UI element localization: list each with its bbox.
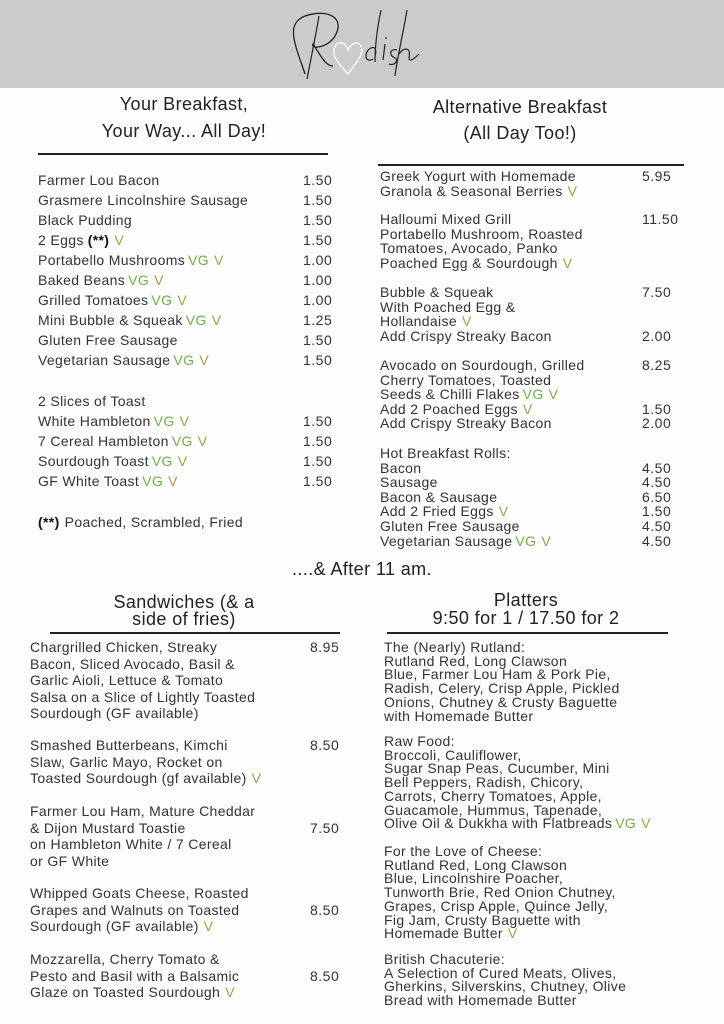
alternative-item-line bbox=[380, 254, 572, 272]
sandwiches-item-line bbox=[30, 950, 220, 968]
breakfast-item-text: Portabello Mushrooms bbox=[38, 252, 186, 268]
platters-divider bbox=[387, 632, 668, 634]
sandwiches-item-text: Sourdough (GF available) bbox=[30, 918, 199, 934]
alternative-item-text: Add 2 Fried Eggs bbox=[380, 503, 494, 520]
alternative-item-price: 5.95 bbox=[642, 168, 672, 184]
vegetarian-tag: V bbox=[507, 925, 518, 942]
breakfast-item-price: 1.00 bbox=[303, 252, 333, 268]
vegetarian-tag: V bbox=[462, 313, 472, 330]
vegetarian-tag: V bbox=[498, 503, 509, 520]
sandwiches-item-text: Sourdough (GF available) bbox=[30, 705, 199, 721]
platters-item-text: Sugar Snap Peas, Cucumber, Mini bbox=[384, 760, 610, 777]
vegetarian-tag: V bbox=[154, 272, 164, 288]
vegan-tag: VG bbox=[615, 815, 637, 832]
alternative-item-text: Tomatoes, Avocado, Panko bbox=[380, 240, 558, 257]
vegan-tag: VG bbox=[128, 272, 150, 288]
sandwiches-item-text: Whipped Goats Cheese, Roasted bbox=[30, 885, 249, 901]
sandwiches-item-line bbox=[30, 917, 213, 935]
breakfast-item-line bbox=[38, 231, 124, 249]
breakfast-item-line bbox=[38, 331, 178, 349]
sandwiches-item-line bbox=[30, 802, 255, 820]
vegetarian-tag: V bbox=[251, 770, 262, 786]
platters-item-text: Tunworth Brie, Red Onion Chutney, bbox=[384, 884, 616, 901]
sandwiches-item-price: 7.50 bbox=[310, 819, 340, 836]
breakfast-item-text: Gluten Free Sausage bbox=[38, 332, 178, 348]
alternative-item-text: Cherry Tomatoes, Toasted bbox=[380, 371, 552, 388]
vegan-tag: VG bbox=[522, 386, 544, 403]
platters-item-text: Radish, Celery, Crisp Apple, Pickled bbox=[384, 680, 620, 697]
sandwiches-item-text: Bacon, Sliced Avocado, Basil & bbox=[30, 655, 235, 672]
alternative-divider bbox=[378, 164, 684, 166]
breakfast-item-price: 1.25 bbox=[303, 312, 333, 328]
footnote-marker: (**) bbox=[38, 514, 60, 530]
alternative-item-text: Hollandaise bbox=[380, 313, 458, 330]
vegetarian-tag: V bbox=[562, 254, 573, 271]
breakfast-item-text: 2 Eggs bbox=[38, 232, 84, 248]
breakfast-item-text: 2 Slices of Toast bbox=[38, 393, 146, 409]
alternative-item-text: Bubble & Squeak bbox=[380, 284, 494, 300]
platters-item-text: Gherkins, Silverskins, Chutney, Olive bbox=[384, 978, 627, 995]
vegetarian-tag: V bbox=[199, 352, 210, 368]
vegan-tag: VG bbox=[153, 413, 175, 429]
alternative-item-text: Poached Egg & Sourdough bbox=[380, 254, 558, 271]
sandwiches-item-text: Pesto and Basil with a Balsamic bbox=[30, 967, 240, 984]
breakfast-item-line bbox=[38, 211, 132, 229]
breakfast-item-text: Grilled Tomatoes bbox=[38, 292, 149, 308]
sandwiches-item-line bbox=[30, 671, 223, 689]
sandwiches-item-price: 8.50 bbox=[310, 901, 340, 918]
platters-item-line bbox=[384, 924, 518, 942]
sandwiches-item-line bbox=[30, 835, 232, 853]
sandwiches-item-text: Glaze on Toasted Sourdough bbox=[30, 984, 221, 1000]
footnote-text: Poached, Scrambled, Fried bbox=[64, 514, 244, 530]
alternative-item-price: 4.50 bbox=[642, 518, 672, 534]
alternative-item-price: 6.50 bbox=[642, 488, 672, 505]
sandwiches-item-text: Toasted Sourdough (gf available) bbox=[30, 770, 247, 786]
radish-logo bbox=[285, 4, 465, 84]
breakfast-item-price: 1.50 bbox=[303, 232, 333, 248]
alternative-item-line bbox=[380, 327, 552, 345]
header-banner bbox=[0, 0, 724, 88]
sandwiches-item-text: & Dijon Mustard Toastie bbox=[30, 819, 186, 836]
vegan-tag: VG bbox=[185, 312, 207, 328]
alternative-item-text: Greek Yogurt with Homemade bbox=[380, 168, 576, 184]
breakfast-item-text: Farmer Lou Bacon bbox=[38, 172, 160, 188]
alternative-item-text: Portabello Mushroom, Roasted bbox=[380, 225, 583, 242]
sandwiches-item-line bbox=[30, 753, 223, 771]
platters-item-text: with Homemade Butter bbox=[384, 707, 534, 724]
alternative-item-text: Vegetarian Sausage bbox=[380, 532, 513, 549]
breakfast-item-line bbox=[38, 472, 178, 490]
vegetarian-tag: V bbox=[179, 413, 190, 429]
alternative-item-text: Add 2 Poached Eggs bbox=[380, 400, 518, 417]
platters-item-text: Raw Food: bbox=[384, 733, 455, 749]
alternative-title: Alternative Breakfast bbox=[432, 97, 608, 117]
alternative-item-text: Add Crispy Streaky Bacon bbox=[380, 327, 552, 344]
breakfast-item-line bbox=[38, 412, 189, 430]
alternative-item-text: Gluten Free Sausage bbox=[380, 518, 520, 534]
alternative-item-text: Bacon & Sausage bbox=[380, 488, 498, 505]
vegan-tag: VG bbox=[515, 532, 537, 549]
breakfast-item-line bbox=[38, 251, 224, 269]
sandwiches-item-line bbox=[30, 704, 199, 722]
vegan-tag: VG bbox=[188, 252, 209, 268]
alternative-item-line bbox=[380, 414, 552, 432]
breakfast-item-line bbox=[38, 291, 187, 309]
breakfast-item-text: Grasmere Lincolnshire Sausage bbox=[38, 192, 249, 208]
sandwiches-item-line bbox=[30, 736, 228, 754]
breakfast-item-line bbox=[38, 392, 146, 410]
platters-item-text: Guacamole, Hummus, Tapenade, bbox=[384, 801, 603, 818]
vegetarian-tag: V bbox=[114, 232, 125, 248]
alternative-item-text: Add Crispy Streaky Bacon bbox=[380, 415, 552, 432]
breakfast-item-line bbox=[38, 351, 209, 369]
breakfast-item-price: 1.50 bbox=[303, 413, 333, 429]
vegetarian-tag: V bbox=[168, 473, 178, 489]
alternative-item-price: 1.50 bbox=[642, 400, 672, 417]
sandwiches-title: side of fries) bbox=[132, 609, 236, 629]
platters-title: 9:50 for 1 / 17.50 for 2 bbox=[432, 608, 620, 628]
platters-item-text: Broccoli, Cauliflower, bbox=[384, 746, 522, 763]
platters-item-text: Onions, Chutney & Crusty Baguette bbox=[384, 693, 618, 710]
breakfast-item-text: Vegetarian Sausage bbox=[38, 352, 171, 368]
alternative-item-line bbox=[380, 532, 551, 550]
platters-item-line bbox=[384, 814, 651, 832]
alternative-item-price: 4.50 bbox=[642, 532, 672, 549]
vegetarian-tag: V bbox=[197, 433, 208, 449]
breakfast-item-text: GF White Toast bbox=[38, 473, 140, 489]
vegan-tag: VG bbox=[151, 453, 173, 469]
alternative-item-text: Avocado on Sourdough, Grilled bbox=[380, 357, 585, 373]
alternative-item-price: 7.50 bbox=[642, 284, 672, 300]
sandwiches-item-line bbox=[30, 852, 109, 870]
breakfast-item-line bbox=[38, 452, 188, 470]
alternative-item-line bbox=[380, 182, 577, 200]
sandwiches-item-line bbox=[30, 688, 255, 706]
breakfast-item-price: 1.50 bbox=[303, 192, 333, 208]
vegetarian-tag: V bbox=[214, 252, 224, 268]
sandwiches-item-text: Grapes and Walnuts on Toasted bbox=[30, 901, 240, 918]
vegetarian-tag: V bbox=[211, 312, 222, 328]
platters-title: Platters bbox=[493, 590, 559, 610]
platters-item-line bbox=[384, 707, 533, 725]
breakfast-item-price: 1.00 bbox=[303, 292, 333, 308]
breakfast-item-text: Baked Beans bbox=[38, 272, 126, 288]
alternative-item-text: With Poached Egg & bbox=[380, 298, 516, 315]
platters-item-text: Fig Jam, Crusty Baguette with bbox=[384, 911, 581, 928]
platters-item-text: Grapes, Crisp Apple, Quince Jelly, bbox=[384, 897, 609, 914]
vegetarian-tag: V bbox=[548, 386, 559, 403]
alternative-item-text: Bacon bbox=[380, 459, 422, 476]
platters-item-text: Homemade Butter bbox=[384, 925, 503, 942]
sandwiches-item-text: on Hambleton White / 7 Cereal bbox=[30, 836, 232, 852]
after-11-heading: ....& After 11 am. bbox=[292, 559, 432, 579]
platters-item-text: For the Love of Cheese: bbox=[384, 843, 543, 859]
breakfast-item-text: White Hambleton bbox=[38, 413, 151, 429]
breakfast-item-text: Black Pudding bbox=[38, 212, 133, 228]
vegetarian-tag: V bbox=[203, 918, 214, 934]
vegetarian-tag: V bbox=[567, 182, 578, 199]
vegetarian-tag: V bbox=[541, 532, 552, 549]
breakfast-item-price: 1.50 bbox=[303, 352, 333, 368]
platters-item-text: Carrots, Cherry Tomatoes, Apple, bbox=[384, 787, 602, 804]
sandwiches-item-price: 8.50 bbox=[310, 737, 340, 753]
breakfast-item-text: Sourdough Toast bbox=[38, 453, 149, 469]
sandwiches-item-text: Smashed Butterbeans, Kimchi bbox=[30, 737, 228, 753]
alternative-item-text: Sausage bbox=[380, 474, 438, 491]
breakfast-item-text: 7 Cereal Hambleton bbox=[38, 433, 169, 449]
vegan-tag: VG bbox=[173, 352, 195, 368]
sandwiches-item-price: 8.95 bbox=[310, 639, 340, 655]
vegan-tag: VG bbox=[151, 292, 173, 308]
vegan-tag: VG bbox=[142, 473, 164, 489]
sandwiches-item-line bbox=[30, 769, 261, 787]
platters-item-text: Bell Peppers, Radish, Chicory, bbox=[384, 774, 584, 791]
vegetarian-tag: V bbox=[225, 984, 235, 1000]
platters-item-text: Bread with Homemade Butter bbox=[384, 992, 577, 1009]
sandwiches-item-line bbox=[30, 901, 239, 919]
alternative-item-text: Granola & Seasonal Berries bbox=[380, 182, 563, 199]
sandwiches-item-text: Mozzarella, Cherry Tomato & bbox=[30, 951, 220, 967]
breakfast-title: Your Way... All Day! bbox=[101, 121, 267, 141]
breakfast-item-line bbox=[38, 191, 248, 209]
sandwiches-item-line bbox=[30, 884, 249, 902]
breakfast-item-price: 1.50 bbox=[303, 212, 333, 228]
sandwiches-item-text: Slaw, Garlic Mayo, Rocket on bbox=[30, 753, 223, 770]
alternative-item-text: Seeds & Chilli Flakes bbox=[380, 386, 520, 403]
breakfast-item-line bbox=[38, 432, 207, 450]
vegetarian-tag: V bbox=[177, 453, 188, 469]
breakfast-divider bbox=[38, 153, 328, 155]
sandwiches-item-price: 8.50 bbox=[310, 967, 340, 984]
alternative-item-price: 2.00 bbox=[642, 327, 672, 344]
breakfast-item-price: 1.50 bbox=[303, 473, 333, 489]
breakfast-item-line bbox=[38, 271, 164, 289]
alternative-item-price: 8.25 bbox=[642, 357, 672, 373]
sandwiches-item-line bbox=[30, 983, 235, 1001]
sandwiches-title: Sandwiches (& a bbox=[113, 592, 255, 612]
alternative-item-text: Halloumi Mixed Grill bbox=[380, 211, 512, 227]
sandwiches-divider bbox=[50, 632, 340, 634]
sandwiches-item-text: Salsa on a Slice of Lightly Toasted bbox=[30, 688, 256, 705]
breakfast-item-price: 1.00 bbox=[303, 272, 333, 288]
breakfast-footnote bbox=[38, 513, 243, 531]
alternative-title: (All Day Too!) bbox=[463, 123, 577, 143]
platters-item-text: Blue, Farmer Lou Ham & Pork Pie, bbox=[384, 666, 611, 683]
platters-item-text: British Chacuterie: bbox=[384, 951, 506, 967]
breakfast-item-line bbox=[38, 311, 221, 329]
platters-item-text: Blue, Lincolnshire Poacher, bbox=[384, 870, 564, 887]
breakfast-item-price: 1.50 bbox=[303, 172, 333, 188]
breakfast-item-price: 1.50 bbox=[303, 433, 333, 449]
vegan-tag: VG bbox=[171, 433, 193, 449]
vegetarian-tag: V bbox=[522, 400, 533, 417]
breakfast-item-text: Mini Bubble & Squeak bbox=[38, 312, 183, 328]
vegetarian-tag: V bbox=[641, 815, 651, 832]
platters-item-text: Rutland Red, Long Clawson bbox=[384, 652, 568, 669]
breakfast-title: Your Breakfast, bbox=[119, 94, 249, 114]
platters-item-text: Olive Oil & Dukkha with Flatbreads bbox=[384, 815, 613, 832]
platters-item-line bbox=[384, 991, 577, 1009]
platters-item-text: Rutland Red, Long Clawson bbox=[384, 856, 568, 873]
sandwiches-item-line bbox=[30, 638, 217, 656]
platters-item-text: The (Nearly) Rutland: bbox=[384, 639, 526, 655]
alternative-item-text: Hot Breakfast Rolls: bbox=[380, 445, 511, 461]
sandwiches-item-text: Garlic Aioli, Lettuce & Tomato bbox=[30, 672, 224, 688]
sandwiches-item-text: or GF White bbox=[30, 852, 110, 869]
alternative-item-price: 4.50 bbox=[642, 474, 672, 491]
sandwiches-item-line bbox=[30, 655, 235, 673]
alternative-item-price: 1.50 bbox=[642, 503, 672, 520]
alternative-item-price: 11.50 bbox=[642, 211, 679, 227]
breakfast-item-price: 1.50 bbox=[303, 453, 333, 469]
platters-item-text: A Selection of Cured Meats, Olives, bbox=[384, 964, 617, 981]
sandwiches-item-line bbox=[30, 967, 239, 985]
breakfast-item-line bbox=[38, 171, 160, 189]
sandwiches-item-text: Farmer Lou Ham, Mature Cheddar bbox=[30, 803, 256, 819]
sandwiches-item-text: Chargrilled Chicken, Streaky bbox=[30, 639, 218, 655]
vegetarian-tag: V bbox=[177, 292, 188, 308]
alternative-item-price: 4.50 bbox=[642, 459, 672, 476]
alternative-item-price: 2.00 bbox=[642, 415, 672, 432]
footnote-marker: (**) bbox=[87, 232, 110, 248]
breakfast-item-price: 1.50 bbox=[303, 332, 333, 348]
sandwiches-item-line bbox=[30, 819, 186, 837]
